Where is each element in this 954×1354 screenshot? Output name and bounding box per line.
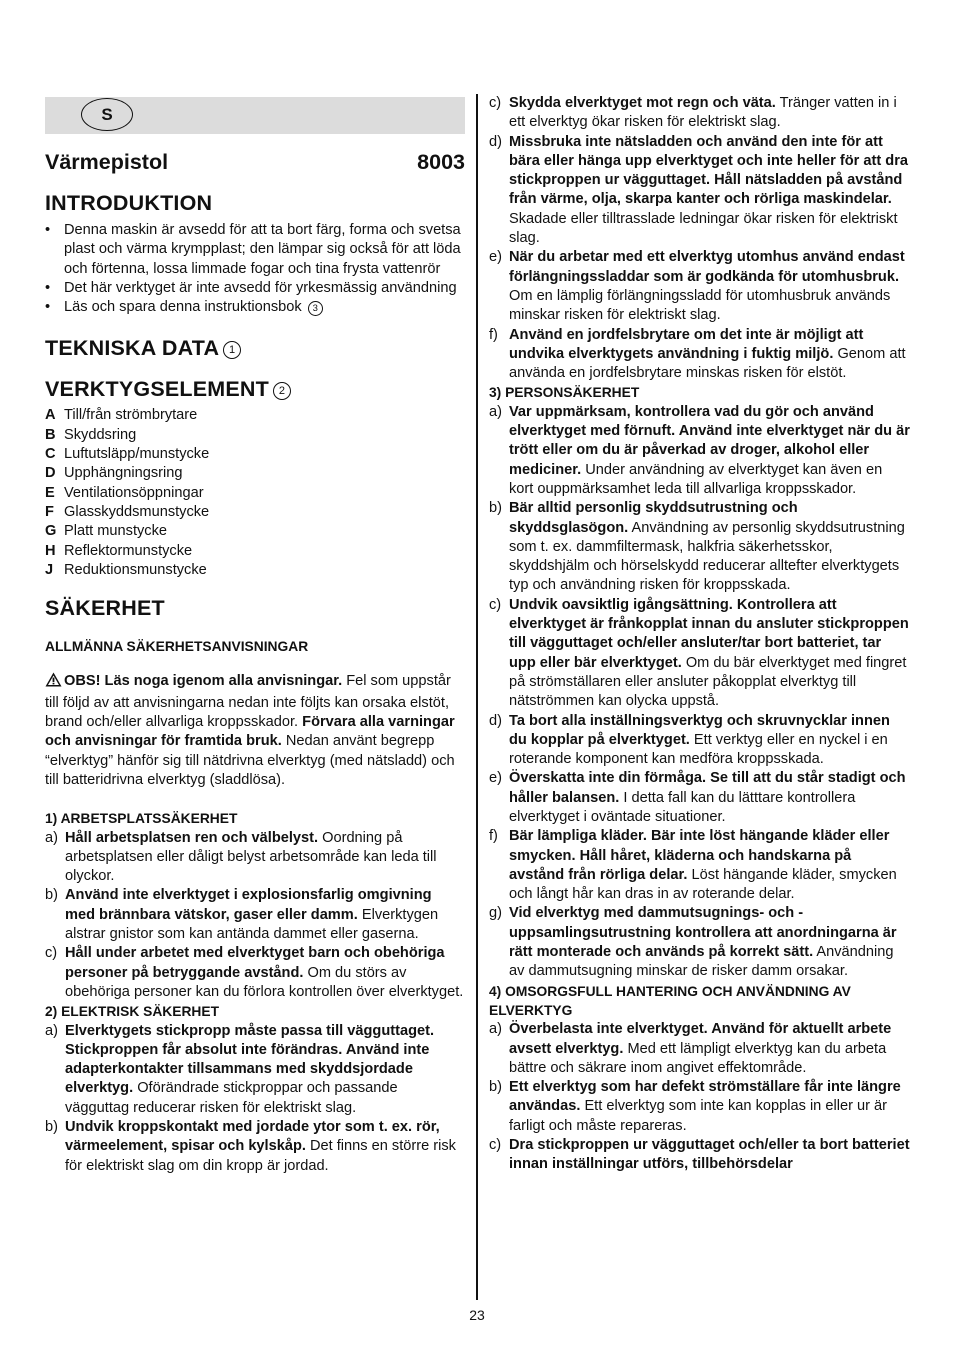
safety-item: c) Dra stickproppen ur vägguttaget och/eller ta bort batteriet innan inställningar utförs, tillbehörsdelar — [489, 1137, 910, 1173]
element-item: D Upphängningsring — [45, 465, 183, 482]
safety-item: a) Var uppmärksam, kontrollera vad du gör och använd elverktyget med förnuft. Använd inte elverktyget när du är trött eller om du är påverkad av droger, alkohol eller mediciner. Under användning av elverktyget kan även en kort ouppmärksamhet leda till allvarliga kroppsskador. — [489, 403, 910, 497]
safety-item: c) Skydda elverktyget mot regn och väta. Tränger vatten in i ett elverktyg ökar risken för elektriskt slag. — [489, 95, 897, 131]
obs-paragraph: OBS! Läs noga igenom alla anvisningar. Fel som uppstår till följd av att anvisningarna nedan inte följts kan orsaka elstöt, brand och/eller allvarliga kroppsskador. Förvara alla varningar och anvisningar för framtida bruk. Nedan använt begrepp “elverktyg” hänför sig till nätdrivna elverktyg (med nätsladd) och till batteridrivna elverktyg (sladdlösa). — [45, 673, 455, 788]
safety-item: e) Överskatta inte din förmåga. Se till att du står stadigt och håller balansen. I detta fall kan du lätttare kontrollera elverktyget i oväntade situationer. — [489, 770, 906, 825]
column-divider — [476, 94, 478, 1300]
safety-item: d) Missbruka inte nätsladden och använd den inte för att bära eller hänga upp elverktyget och inte heller för att dra stickproppen ur vägguttaget. Håll nätsladden på avstånd från värme, olja, skarpa kanter och rörliga maskindelar. Skadade eller tilltrasslade ledningar ökar risken för elektriskt slag. — [489, 133, 909, 247]
safety-item: a) Håll arbetsplatsen ren och välbelyst. Oordning på arbetsplatsen eller dåligt belyst arbetsområde kan leda till olyckor. — [45, 829, 437, 885]
intro-bullet: • Det här verktyget är inte avsedd för yrkesmässig användning — [45, 279, 465, 298]
warning-triangle-icon — [45, 672, 62, 693]
language-badge: S — [81, 98, 133, 131]
safety-item: g) Vid elverktyg med dammutsugnings- och -uppsamlingsutrustning kontrollera att anordningarna är rätt monterade och används på korrekt sätt. Användning av dammutsugning minskar de risker damm orsakar. — [489, 905, 897, 980]
element-item: E Ventilationsöppningar — [45, 484, 204, 501]
safety-item: f) Bär lämpliga kläder. Bär inte löst hängande kläder eller smycken. Håll håret, kläderna och handskarna på avstånd från rörliga delar. Löst hängande kläder, smycken och långt hår kan dras in av roterande delar. — [489, 828, 897, 903]
section-1-heading: 1) ARBETSPLATSSÄKERHET — [45, 811, 238, 827]
safety-item: a) Elverktygets stickpropp måste passa till vägguttaget. Stickproppen får absolut inte förändras. Använd inte adapterkontakter tillsammans med skyddsjordade elverktyg. Oförändrade stickproppar och passande vägguttag reducerar risken för elektriskt slag. — [45, 1022, 435, 1116]
tekniska-heading — [45, 335, 465, 361]
tekniska-title: TEKNISKA DATA — [45, 336, 220, 361]
safety-item: c) Undvik oavsiktlig igångsättning. Kontrollera att elverktyget är frånkopplat innan du ansluter stickproppen till vägguttaget och/eller ansluter/tar bort batteriet, tar upp eller bär elverktyget. Om du bär elverktyget med fingret på strömställaren eller ansluter påkopplat elverktyg till nätströmmen kan olycka uppstå. — [489, 596, 909, 710]
section-4-heading: 4) OMSORGSFULL HANTERING OCH ANVÄNDNING AV ELVERKTYG — [489, 983, 851, 1018]
element-item: B Skyddsring — [45, 426, 137, 443]
general-safety-subheading: ALLMÄNNA SÄKERHETSANVISNINGAR — [45, 639, 309, 655]
intro-bullet — [45, 298, 465, 317]
product-name: Värmepistol — [45, 150, 169, 174]
safety-item: a) Överbelasta inte elverktyget. Använd för aktuellt arbete avsett elverktyg. Med ett lämpligt elverktyg kan du arbeta bättre och säkrare inom angivet effektområde. — [489, 1021, 892, 1076]
safety-item: d) Ta bort alla inställningsverktyg och skruvnycklar innen du kopplar på elverktyget. Ett verktyg eller en nyckel i en roterande komponent kan medföra kroppsskada. — [489, 712, 890, 768]
right-column — [489, 94, 910, 1175]
element-item: G Platt munstycke — [45, 523, 168, 540]
product-title-row — [45, 149, 465, 175]
intro-bullet: • Denna maskin är avsedd för att ta bort färg, forma och svetsa plast och värma krympplast; den lämpar sig också för att löda och förtenna, lossa limmade fogar och tina frysta vattenrör — [45, 221, 465, 279]
safety-item: e) När du arbetar med ett elverktyg utomhus använd endast förlängningssladdar som är godkända för utomhusbruk. Om en lämplig förlängningssladd för utomhusbruk används minskar risken för elektriskt slag. — [489, 249, 905, 324]
element-item: J Reduktionsmunstycke — [45, 561, 207, 578]
element-item: F Glasskyddsmunstycke — [45, 503, 210, 520]
intro-bullet-text: Läs och spara denna instruktionsbok — [64, 299, 302, 316]
element-item: C Luftutsläpp/munstycke — [45, 446, 210, 463]
safety-item: b) Bär alltid personlig skyddsutrustning och skyddsglasögon. Användning av personlig skyddsutrustning som t. ex. dammfiltermask, halkfria säkerhetsskor, skyddshjälm och hörselskydd reducerar alltefter elverktygets typ och användning risken för kroppsskada. — [489, 500, 905, 594]
language-bar — [45, 97, 465, 134]
element-item: H Reflektormunstycke — [45, 542, 193, 559]
figure-ref-1: 1 — [223, 341, 241, 359]
intro-heading: INTRODUKTION — [45, 191, 213, 215]
figure-ref-3: 3 — [308, 301, 323, 316]
safety-item: b) Använd inte elverktyget i explosionsfarlig omgivning med brännbara vätskor, gaser eller damm. Elverktygen alstrar gnistor som kan antända dammet eller gaserna. — [45, 887, 439, 943]
left-column — [45, 94, 465, 1176]
safety-item: b) Undvik kroppskontakt med jordade ytor som t. ex. rör, värmeelement, spisar och kylskåp. Det finns en större risk för elektriskt slag om din kropp är jordad. — [45, 1118, 456, 1174]
sakerhet-heading: SÄKERHET — [45, 596, 165, 621]
intro-list — [45, 221, 465, 317]
page-number: 23 — [469, 1307, 485, 1323]
verktyg-heading — [45, 376, 465, 402]
element-list — [45, 406, 465, 580]
safety-item: c) Håll under arbetet med elverktyget barn och obehöriga personer på betryggande avstånd. Om du störs av obehöriga personer kan du förlora kontrollen över elverktyget. — [45, 945, 464, 1000]
verktyg-title: VERKTYGSELEMENT — [45, 377, 269, 402]
section-3-heading: 3) PERSONSÄKERHET — [489, 385, 640, 401]
safety-item: b) Ett elverktyg som har defekt strömställare får inte längre användas. Ett elverktyg som inte kan kopplas in eller ur är farligt och måste repareras. — [489, 1079, 901, 1134]
figure-ref-2: 2 — [273, 382, 291, 400]
product-model: 8003 — [417, 150, 465, 174]
element-item: A Till/från strömbrytare — [45, 407, 198, 424]
section-2-heading: 2) ELEKTRISK SÄKERHET — [45, 1004, 220, 1020]
safety-item: f) Använd en jordfelsbrytare om det inte är möjligt att undvika elverktygets användning i fuktig miljö. Genom att använda en jordfelsbrytare minskas risken för elstöt. — [489, 326, 906, 382]
